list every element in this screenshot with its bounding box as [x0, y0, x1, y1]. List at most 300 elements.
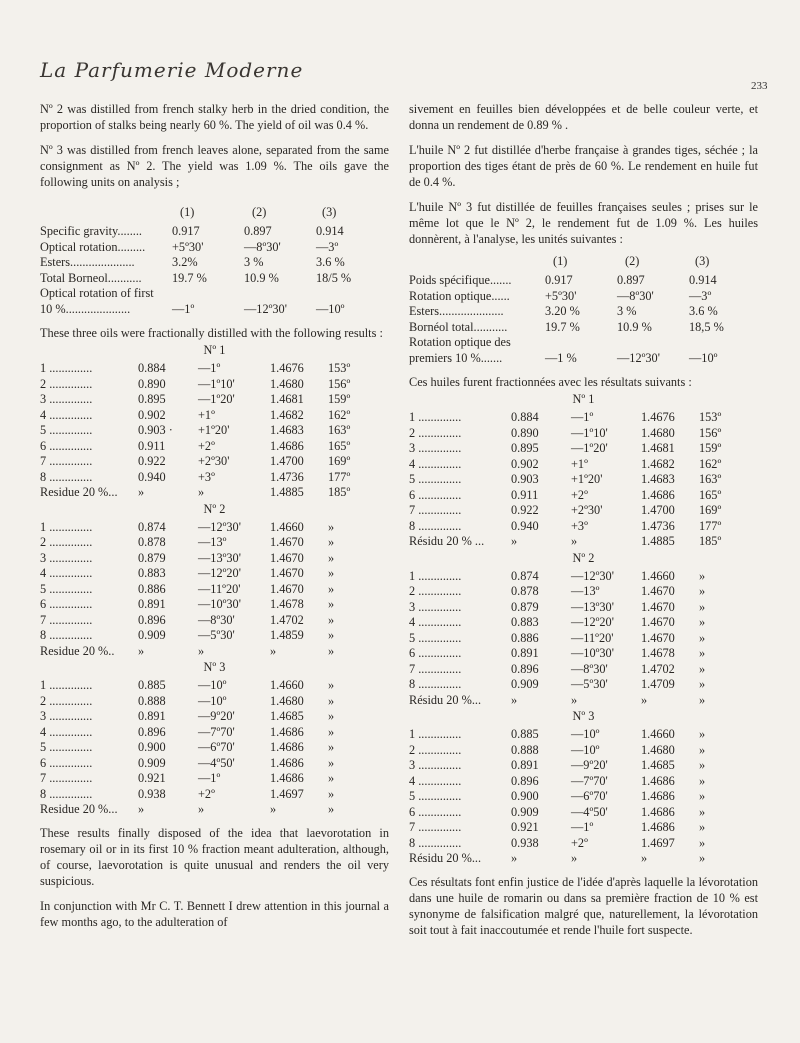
boiling-value: 163º — [699, 472, 722, 486]
rotation-value: +2º — [571, 835, 588, 850]
cell-value: —12º30' — [244, 301, 287, 316]
rotation-value: —9º20' — [198, 709, 235, 723]
rotation-value: —7º70' — [198, 724, 235, 739]
boiling-value: » — [699, 630, 706, 645]
rotation-value: —1º10' — [198, 376, 235, 391]
rotation-value: —5º30' — [571, 677, 608, 691]
cell-value: —10º — [316, 301, 345, 316]
refraction-value: 1.4670 — [641, 630, 675, 645]
density-value: 0.896 — [138, 612, 166, 627]
refraction-value: 1.4670 — [270, 566, 304, 580]
fraction-row — [40, 438, 389, 454]
fraction-tables — [409, 390, 758, 866]
cell-value: 18,5 % — [689, 319, 724, 334]
fraction-row — [40, 770, 389, 786]
boiling-value: 165º — [328, 438, 351, 453]
fraction-row — [40, 724, 389, 740]
fraction-label: 2 .............. — [409, 742, 462, 757]
density-value: 0.886 — [138, 581, 166, 596]
refraction-value: 1.4859 — [270, 628, 304, 642]
refraction-value: 1.4682 — [641, 456, 675, 471]
density-value: 0.902 — [138, 407, 166, 422]
analysis-row — [409, 272, 758, 288]
row-label: Esters..................... — [409, 304, 504, 318]
fraction-label: 4 .............. — [40, 724, 93, 739]
fraction-label: 8 .............. — [40, 469, 93, 484]
density-value: 0.902 — [511, 456, 539, 471]
paragraph: In conjunction with Mr C. T. Bennett I drew attention in this journal a few months ago, to the adulteration of — [40, 898, 389, 929]
analysis-header-row — [40, 204, 389, 223]
boiling-value: 159º — [328, 392, 351, 406]
density-value: » — [511, 692, 518, 707]
refraction-value: 1.4678 — [270, 597, 304, 611]
refraction-value: 1.4686 — [270, 755, 304, 770]
row-label: Poids spécifique....... — [409, 273, 512, 287]
analysis-row — [409, 319, 758, 335]
boiling-value: » — [699, 568, 706, 583]
boiling-value: » — [699, 773, 706, 788]
row-label: Specific gravity........ — [40, 224, 142, 238]
density-value: » — [138, 485, 145, 499]
fraction-row — [409, 676, 758, 692]
refraction-value: 1.4697 — [641, 835, 675, 850]
fraction-label: Residue 20 %... — [40, 802, 118, 816]
paragraph: Ces huiles furent fractionnées avec les résultats suivants : — [409, 375, 692, 389]
boiling-value: » — [699, 646, 706, 660]
cell-value: 3 % — [617, 304, 637, 318]
density-value: 0.885 — [511, 727, 539, 741]
fraction-label: 6 .............. — [409, 487, 462, 502]
paragraph: sivement en feuilles bien développées et de belle couleur verte, et donna un rendement de 0.89 % . — [409, 102, 758, 132]
refraction-value: 1.4660 — [641, 568, 675, 583]
boiling-value: » — [328, 628, 335, 642]
boiling-value: » — [699, 584, 706, 598]
boiling-value: » — [328, 643, 335, 658]
cell-value: 18/5 % — [316, 270, 352, 285]
density-value: 0.909 — [138, 755, 166, 770]
fraction-title: Nº 3 — [572, 709, 595, 723]
analysis-row — [40, 254, 389, 270]
rotation-value: —7º70' — [571, 773, 608, 788]
density-value: 0.909 — [511, 804, 539, 819]
rotation-value: —1º10' — [571, 425, 608, 440]
density-value: » — [511, 851, 518, 865]
cell-value: 3.2% — [172, 255, 198, 269]
boiling-value: » — [699, 727, 706, 741]
fraction-label: 6 .............. — [409, 804, 462, 819]
rotation-value: —12º30' — [571, 568, 614, 583]
fraction-row — [409, 425, 758, 441]
fraction-row — [409, 599, 758, 615]
rotation-value: —12º20' — [198, 566, 241, 580]
rotation-value: —4º50' — [571, 804, 608, 819]
fraction-row — [409, 614, 758, 630]
cell-value: 3.6 % — [689, 304, 718, 318]
boiling-value: 177º — [699, 518, 722, 533]
density-value: 0.884 — [138, 361, 166, 375]
density-value: 0.896 — [511, 773, 539, 788]
fraction-row — [409, 757, 758, 773]
fraction-row — [409, 456, 758, 472]
cell-value: 19.7 % — [172, 270, 207, 285]
refraction-value: 1.4680 — [641, 742, 675, 757]
refraction-value: 1.4683 — [270, 423, 304, 437]
cell-value: +5º30' — [172, 239, 204, 254]
fraction-label: 4 .............. — [409, 773, 462, 788]
density-value: 0.938 — [138, 786, 166, 801]
boiling-value: » — [328, 786, 335, 801]
boiling-value: » — [328, 693, 335, 708]
refraction-value: 1.4680 — [270, 693, 304, 708]
fraction-row — [40, 534, 389, 550]
fraction-row — [40, 453, 389, 469]
fraction-label: Residue 20 %... — [40, 485, 118, 499]
fraction-label: Residue 20 %.. — [40, 643, 115, 658]
row-label: Esters..................... — [40, 255, 135, 269]
fraction-label: 4 .............. — [40, 407, 93, 422]
rotation-value: —8º30' — [571, 661, 608, 676]
fraction-row — [40, 565, 389, 581]
density-value: 0.921 — [511, 820, 539, 834]
fraction-label: 6 .............. — [40, 597, 93, 611]
fraction-row — [40, 484, 389, 500]
rotation-value: —13º — [571, 584, 600, 598]
column-header: (1) — [553, 254, 568, 268]
refraction-value: 1.4676 — [270, 361, 304, 375]
column-header: (1) — [180, 205, 195, 219]
refraction-value: 1.4670 — [270, 581, 304, 596]
fraction-row — [409, 583, 758, 599]
rotation-value: —1º — [198, 361, 221, 375]
density-value: 0.891 — [511, 646, 539, 660]
rotation-value: —4º50' — [198, 755, 235, 770]
fraction-row — [40, 708, 389, 724]
fraction-row — [40, 739, 389, 755]
fraction-label: 6 .............. — [409, 646, 462, 660]
rotation-value: —12º20' — [571, 615, 614, 629]
refraction-value: 1.4686 — [270, 724, 304, 739]
cell-value: —3º — [689, 288, 712, 303]
fraction-title: Nº 1 — [203, 343, 226, 357]
fraction-label: 1 .............. — [409, 410, 462, 424]
cell-value: 3.20 % — [545, 304, 580, 318]
rotation-value: —1º20' — [571, 441, 608, 455]
density-value: 0.921 — [138, 771, 166, 785]
analysis-row — [409, 350, 758, 366]
boiling-value: » — [699, 851, 706, 865]
refraction-value: 1.4686 — [641, 804, 675, 819]
fraction-title: Nº 1 — [572, 392, 595, 406]
refraction-value: 1.4670 — [641, 584, 675, 598]
english-column — [40, 101, 389, 930]
fraction-row — [40, 596, 389, 612]
boiling-value: » — [328, 678, 335, 692]
fraction-label: 8 .............. — [409, 677, 462, 691]
cell-value: 3.6 % — [316, 255, 345, 269]
boiling-value: » — [328, 581, 335, 596]
boiling-value: » — [328, 755, 335, 770]
boiling-value: » — [328, 597, 335, 611]
refraction-value: 1.4709 — [641, 677, 675, 691]
fraction-label: 7 .............. — [40, 771, 93, 785]
density-value: 0.922 — [138, 454, 166, 468]
refraction-value: 1.4736 — [641, 518, 675, 533]
fraction-row — [409, 568, 758, 584]
fraction-label: 7 .............. — [40, 454, 93, 468]
fraction-row — [409, 645, 758, 661]
fraction-row — [409, 742, 758, 758]
fraction-row — [40, 627, 389, 643]
paragraph: Nº 2 was distilled from french stalky herb in the dried condition, the proportion of stalks being nearly 60 %. The yield of oil was 0.4 %. — [40, 102, 389, 132]
fraction-label: 1 .............. — [40, 519, 93, 534]
fraction-row — [409, 518, 758, 534]
analysis-row — [40, 270, 389, 286]
density-value: 0.874 — [138, 519, 166, 534]
column-header: (2) — [625, 254, 640, 268]
density-value: 0.879 — [138, 550, 166, 565]
rotation-value: —12º30' — [198, 519, 241, 534]
fraction-tables — [40, 341, 389, 817]
analysis-row — [409, 288, 758, 304]
boiling-value: 162º — [328, 407, 351, 422]
density-value: 0.896 — [138, 724, 166, 739]
paragraph: L'huile Nº 3 fut distillée de feuilles françaises seules ; prises sur le même lot que le Nº 2, le rendement fut de 1.09 %. Les huiles donnèrent, à l'analyse, les unités suivantes : — [409, 200, 758, 246]
fraction-label: 1 .............. — [409, 727, 462, 741]
boiling-value: 153º — [699, 410, 722, 424]
boiling-value: 156º — [699, 425, 722, 440]
boiling-value: » — [699, 804, 706, 819]
refraction-value: 1.4736 — [270, 469, 304, 484]
density-value: 0.911 — [511, 487, 539, 502]
fraction-row — [40, 693, 389, 709]
density-value: 0.891 — [511, 758, 539, 772]
refraction-value: 1.4686 — [270, 740, 304, 754]
rotation-value: » — [571, 692, 578, 707]
density-value: 0.938 — [511, 835, 539, 850]
refraction-value: 1.4702 — [641, 661, 675, 676]
fraction-label: 2 .............. — [40, 693, 93, 708]
density-value: 0.903 — [511, 472, 539, 486]
row-label: 10 %..................... — [40, 301, 131, 316]
fraction-label: 8 .............. — [409, 835, 462, 850]
refraction-value: » — [270, 643, 277, 658]
refraction-value: 1.4676 — [641, 410, 675, 424]
paragraph: These results finally disposed of the idea that laevorotation in rosemary oil or in its first 10 % fraction meant adulteration, although, of course, laevorotation is quite unusual and renders the oil very suspicious. — [40, 825, 389, 888]
fraction-row — [40, 677, 389, 693]
rotation-value: —9º20' — [571, 758, 608, 772]
boiling-value: » — [328, 566, 335, 580]
density-value: 0.878 — [138, 535, 166, 549]
refraction-value: 1.4702 — [270, 612, 304, 627]
cell-value: —12º30' — [617, 350, 660, 365]
boiling-value: » — [328, 550, 335, 565]
cell-value: 0.914 — [689, 273, 717, 287]
fraction-label: Résidu 20 %... — [409, 692, 482, 707]
rotation-value: —10º — [198, 678, 227, 692]
fraction-label: 7 .............. — [409, 503, 462, 517]
boiling-value: » — [328, 771, 335, 785]
fraction-row — [40, 786, 389, 802]
boiling-value: » — [699, 677, 706, 691]
fraction-title: Nº 3 — [203, 660, 226, 674]
boiling-value: 185º — [328, 485, 351, 499]
cell-value: 0.914 — [316, 224, 344, 238]
paragraph: Nº 3 was distilled from french leaves alone, separated from the same consignment as Nº 2. The yield was 1.09 %. The oils gave the following units on analysis ; — [40, 143, 389, 189]
fraction-label: 2 .............. — [40, 535, 93, 549]
paragraph: Ces résultats font enfin justice de l'idée d'après laquelle la lévorotation dans une huile de romarin ou dans sa première fraction de 10 % est synonyme de falsification malgré que, naturellement, la lévorotation soit tout à fait inaccoutumée et rende l'huile fort suspecte. — [409, 874, 758, 937]
boiling-value: » — [699, 835, 706, 850]
analysis-table — [40, 204, 389, 316]
density-value: 0.874 — [511, 568, 539, 583]
rotation-value: —13º30' — [571, 599, 614, 614]
boiling-value: » — [328, 724, 335, 739]
boiling-value: 169º — [328, 454, 351, 468]
cell-value: —3º — [316, 239, 339, 254]
fraction-row — [40, 422, 389, 438]
boiling-value: 169º — [699, 503, 722, 517]
fraction-label: Résidu 20 %... — [409, 851, 482, 865]
refraction-value: 1.4685 — [270, 709, 304, 723]
density-value: 0.909 — [511, 677, 539, 691]
fraction-label: Résidu 20 % ... — [409, 534, 485, 548]
boiling-value: » — [699, 599, 706, 614]
fraction-label: 5 .............. — [40, 740, 93, 754]
refraction-value: 1.4670 — [270, 550, 304, 565]
row-label: Rotation optique...... — [409, 288, 510, 303]
fraction-row — [409, 409, 758, 425]
density-value: 0.888 — [511, 742, 539, 757]
rotation-value: —10º30' — [571, 646, 614, 660]
refraction-value: 1.4686 — [270, 438, 304, 453]
refraction-value: 1.4697 — [270, 786, 304, 801]
refraction-value: » — [641, 851, 648, 865]
rotation-value: —11º20' — [571, 630, 614, 645]
fraction-label: 6 .............. — [40, 755, 93, 770]
fraction-row — [409, 835, 758, 851]
density-value: » — [138, 802, 145, 816]
refraction-value: 1.4680 — [641, 425, 675, 440]
refraction-value: 1.4885 — [270, 485, 304, 499]
refraction-value: 1.4660 — [641, 727, 675, 741]
refraction-value: 1.4670 — [270, 535, 304, 549]
fraction-label: 7 .............. — [40, 612, 93, 627]
rotation-value: —5º30' — [198, 628, 235, 642]
rotation-value: —10º — [571, 742, 600, 757]
rotation-value: +1º — [571, 456, 588, 471]
fraction-row — [409, 661, 758, 677]
fraction-label: 8 .............. — [409, 518, 462, 533]
refraction-value: 1.4670 — [641, 599, 675, 614]
rotation-value: —1º20' — [198, 392, 235, 406]
fraction-row — [40, 360, 389, 376]
rotation-value: +2º30' — [198, 454, 230, 468]
refraction-value: » — [641, 692, 648, 707]
rotation-value: » — [198, 643, 205, 658]
refraction-value: 1.4700 — [270, 454, 304, 468]
refraction-value: 1.4682 — [270, 407, 304, 422]
fraction-label: 2 .............. — [409, 425, 462, 440]
fraction-row — [409, 726, 758, 742]
density-value: 0.885 — [138, 678, 166, 692]
column-header: (2) — [252, 205, 267, 219]
page-number: 233 — [751, 80, 768, 92]
cell-value: 0.917 — [172, 224, 200, 238]
rotation-value: —10º30' — [198, 597, 241, 611]
density-value: 0.891 — [138, 597, 166, 611]
refraction-value: 1.4670 — [641, 615, 675, 629]
fraction-row — [409, 819, 758, 835]
row-label: Total Borneol........... — [40, 270, 142, 285]
french-column — [409, 101, 758, 938]
fraction-row — [40, 801, 389, 817]
refraction-value: 1.4681 — [641, 441, 675, 455]
cell-value: 19.7 % — [545, 319, 580, 334]
fraction-label: 3 .............. — [40, 550, 93, 565]
rotation-value: +1º20' — [198, 423, 230, 437]
cell-value: 0.897 — [617, 273, 645, 287]
cell-value: 0.897 — [244, 224, 272, 238]
fraction-label: 5 .............. — [40, 581, 93, 596]
rotation-value: +3º — [198, 469, 215, 484]
density-value: 0.895 — [138, 392, 166, 406]
rotation-value: +1º20' — [571, 472, 603, 486]
rotation-value: —10º — [571, 727, 600, 741]
analysis-header-row — [409, 253, 758, 272]
fraction-row — [40, 612, 389, 628]
refraction-value: 1.4680 — [270, 376, 304, 391]
row-label: Bornéol total........... — [409, 319, 508, 334]
rotation-value: +1º — [198, 407, 215, 422]
boiling-value: 156º — [328, 376, 351, 391]
analysis-row — [40, 301, 389, 317]
density-value: 0.895 — [511, 441, 539, 455]
fraction-label: 2 .............. — [40, 376, 93, 391]
fraction-label: 3 .............. — [409, 599, 462, 614]
boiling-value: 185º — [699, 534, 722, 548]
fraction-row — [40, 407, 389, 423]
journal-title: La Parfumerie Moderne — [40, 58, 304, 82]
fraction-row — [40, 643, 389, 659]
refraction-value: 1.4700 — [641, 503, 675, 517]
refraction-value: 1.4683 — [641, 472, 675, 486]
row-label: premiers 10 %....... — [409, 350, 503, 365]
cell-value: 0.917 — [545, 273, 573, 287]
boiling-value: » — [328, 535, 335, 549]
column-header: (3) — [695, 254, 710, 268]
density-value: 0.922 — [511, 503, 539, 517]
boiling-value: » — [328, 519, 335, 534]
fraction-label: 3 .............. — [40, 709, 93, 723]
density-value: 0.896 — [511, 661, 539, 676]
density-value: 0.888 — [138, 693, 166, 708]
cell-value: —8º30' — [617, 288, 654, 303]
rotation-value: —1º — [571, 410, 594, 424]
fraction-title: Nº 2 — [203, 501, 226, 516]
rotation-value: » — [198, 802, 205, 816]
fraction-label: 8 .............. — [40, 786, 93, 801]
paragraph: These three oils were fractionally distilled with the following results : — [40, 326, 383, 340]
fraction-label: 1 .............. — [40, 361, 93, 375]
density-value: » — [511, 534, 518, 548]
fraction-label: 5 .............. — [40, 423, 93, 437]
fraction-label: 7 .............. — [409, 820, 462, 834]
analysis-row — [40, 223, 389, 239]
fraction-label: 4 .............. — [40, 566, 93, 580]
rotation-value: +2º — [198, 786, 215, 801]
fraction-label: 4 .............. — [409, 615, 462, 629]
fraction-label: 5 .............. — [409, 472, 462, 486]
column-header: (3) — [322, 205, 337, 219]
